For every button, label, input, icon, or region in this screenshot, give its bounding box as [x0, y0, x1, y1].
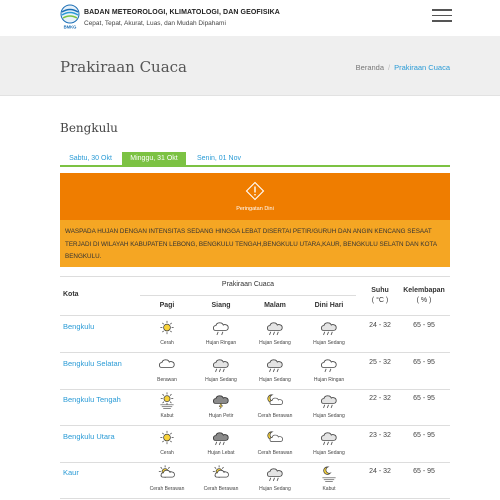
- table-row: [60, 389, 450, 425]
- forecast-cell-malam: [248, 462, 302, 498]
- early-warning-label: Peringatan Dini: [236, 206, 274, 212]
- weather-label: Hujan Sedang: [259, 376, 291, 383]
- forecast-cell-malam: [248, 426, 302, 462]
- breadcrumb: Beranda / Prakiraan Cuaca: [355, 63, 450, 72]
- cloudy-icon: [157, 356, 177, 374]
- org-name: BADAN METEOROLOGI, KLIMATOLOGI, DAN GEOFISIKA: [84, 9, 280, 16]
- city-link[interactable]: Kaur: [63, 468, 79, 477]
- humidity-value: 65 - 95: [413, 431, 435, 439]
- forecast-cell-dini-hari: [302, 426, 356, 462]
- col-header-siang: Siang: [211, 302, 231, 309]
- city-link[interactable]: Bengkulu Tengah: [63, 395, 121, 404]
- table-row: [60, 462, 450, 498]
- moderate-rain-icon: [265, 465, 285, 483]
- light-rain-icon: [211, 319, 231, 337]
- weather-label: Cerah Berawan: [257, 449, 293, 456]
- thunderstorm-icon: [211, 392, 231, 410]
- forecast-cell-siang: [194, 462, 248, 498]
- forecast-cell-pagi: [140, 353, 194, 389]
- weather-label: Hujan Sedang: [259, 340, 291, 346]
- moderate-rain-icon: [211, 356, 231, 374]
- logo-text: BMKG: [63, 24, 77, 30]
- weather-label: Hujan Sedang: [313, 449, 345, 456]
- forecast-cell-dini-hari: [302, 353, 356, 389]
- forecast-cell-siang: [194, 353, 248, 389]
- forecast-cell-malam: [248, 316, 302, 352]
- col-header-malam: Malam: [264, 302, 286, 309]
- breadcrumb-current[interactable]: Prakiraan Cuaca: [394, 63, 450, 72]
- forecast-cell-pagi: [140, 426, 194, 462]
- forecast-cell-malam: [248, 389, 302, 425]
- forecast-cell-pagi: [140, 389, 194, 425]
- city-title: Bengkulu: [60, 121, 118, 135]
- moderate-rain-icon: [265, 319, 285, 337]
- warning-icon: [245, 181, 265, 201]
- forecast-cell-malam: [248, 353, 302, 389]
- weather-label: Hujan Sedang: [205, 376, 237, 383]
- weather-label: Cerah Berawan: [149, 486, 185, 492]
- humidity-value: 65 - 95: [413, 395, 435, 402]
- table-row: [60, 426, 450, 462]
- humidity-value: 65 - 95: [413, 468, 435, 475]
- weather-label: Cerah: [160, 449, 174, 456]
- temperature-value: 24 - 32: [369, 468, 391, 475]
- early-warning-header: [60, 173, 450, 220]
- forecast-cell-siang: [194, 316, 248, 352]
- humidity-value: 65 - 95: [413, 358, 435, 366]
- city-link[interactable]: Bengkulu Selatan: [63, 358, 122, 368]
- city-link[interactable]: Bengkulu Utara: [63, 431, 115, 441]
- col-header-humidity-unit: ( % ): [416, 297, 432, 304]
- sunny-icon: [157, 319, 177, 337]
- col-header-dini-hari: Dini Hari: [314, 302, 344, 309]
- humidity-value: 65 - 95: [413, 322, 435, 329]
- sunny-icon: [157, 429, 177, 447]
- haze-sun-icon: [157, 392, 177, 410]
- forecast-cell-dini-hari: [302, 389, 356, 425]
- city-link[interactable]: Bengkulu: [63, 322, 95, 331]
- forecast-cell-siang: [194, 389, 248, 425]
- weather-label: Hujan Sedang: [313, 340, 345, 346]
- page-title: Prakiraan Cuaca: [60, 58, 188, 76]
- col-header-humidity: Kelembapan: [403, 287, 445, 294]
- table-row: [60, 316, 450, 352]
- temperature-value: 23 - 32: [369, 431, 391, 439]
- weather-label: Hujan Lebat: [207, 449, 235, 456]
- weather-label: Hujan Ringan: [313, 376, 345, 383]
- moderate-rain-icon: [319, 392, 339, 410]
- weather-label: Kabut: [160, 413, 174, 419]
- forecast-cell-siang: [194, 426, 248, 462]
- weather-label: Cerah Berawan: [257, 413, 293, 419]
- forecast-cell-dini-hari: [302, 316, 356, 352]
- org-tagline: Cepat, Tepat, Akurat, Luas, dan Mudah Dipahami: [84, 20, 226, 27]
- moderate-rain-icon: [319, 429, 339, 447]
- col-header-pagi: Pagi: [159, 302, 175, 309]
- menu-icon[interactable]: [432, 9, 452, 23]
- weather-label: Hujan Sedang: [313, 413, 345, 419]
- temperature-value: 25 - 32: [369, 358, 391, 366]
- moderate-rain-icon: [265, 356, 285, 374]
- partly-cloudy-sun-icon: [211, 465, 231, 483]
- breadcrumb-home[interactable]: Beranda: [355, 63, 385, 72]
- weather-label: Hujan Petir: [208, 413, 234, 419]
- col-header-suhu-unit: ( °C ): [371, 297, 389, 304]
- early-warning-text: WASPADA HUJAN DENGAN INTENSITAS SEDANG HINGGA LEBAT DISERTAI PETIR/GURUH DAN ANGIN KENCANG SESAAT TERJADI DI WILAYAH KABUPATEN LEBONG, BENGKULU TENGAH,BENGKULU UTARA,KAUR, BENGKULU SELATN DAN KOTA BENGKULU.: [60, 220, 450, 267]
- forecast-cell-pagi: [140, 316, 194, 352]
- partly-cloudy-sun-icon: [157, 465, 177, 483]
- day-tabs: [60, 152, 450, 167]
- col-header-kota: Kota: [63, 291, 79, 298]
- weather-label: Kabut: [322, 486, 336, 492]
- haze-moon-icon: [319, 465, 339, 483]
- moderate-rain-icon: [319, 319, 339, 337]
- col-header-forecast: Prakiraan Cuaca: [221, 281, 275, 288]
- tab-minggu[interactable]: Minggu, 31 Okt: [122, 152, 186, 166]
- table-row: [60, 353, 450, 389]
- forecast-cell-dini-hari: [302, 462, 356, 498]
- light-rain-icon: [319, 356, 339, 374]
- partly-cloudy-night-icon: [265, 429, 285, 447]
- weather-label: Berawan: [157, 376, 177, 383]
- temperature-value: 22 - 32: [369, 395, 391, 402]
- bmkg-logo[interactable]: [60, 4, 80, 30]
- weather-label: Hujan Ringan: [205, 340, 237, 346]
- weather-label: Hujan Sedang: [259, 486, 291, 492]
- forecast-cell-pagi: [140, 462, 194, 498]
- temperature-value: 24 - 32: [369, 322, 391, 329]
- site-header: [0, 0, 500, 36]
- tab-sabtu[interactable]: Sabtu, 30 Okt: [69, 155, 112, 162]
- partly-cloudy-night-icon: [265, 392, 285, 410]
- weather-label: Cerah: [160, 340, 174, 346]
- heavy-rain-icon: [211, 429, 231, 447]
- weather-label: Cerah Berawan: [203, 486, 239, 492]
- title-band: [0, 36, 500, 96]
- tab-senin[interactable]: Senin, 01 Nov: [197, 155, 241, 162]
- col-header-suhu: Suhu: [371, 287, 389, 294]
